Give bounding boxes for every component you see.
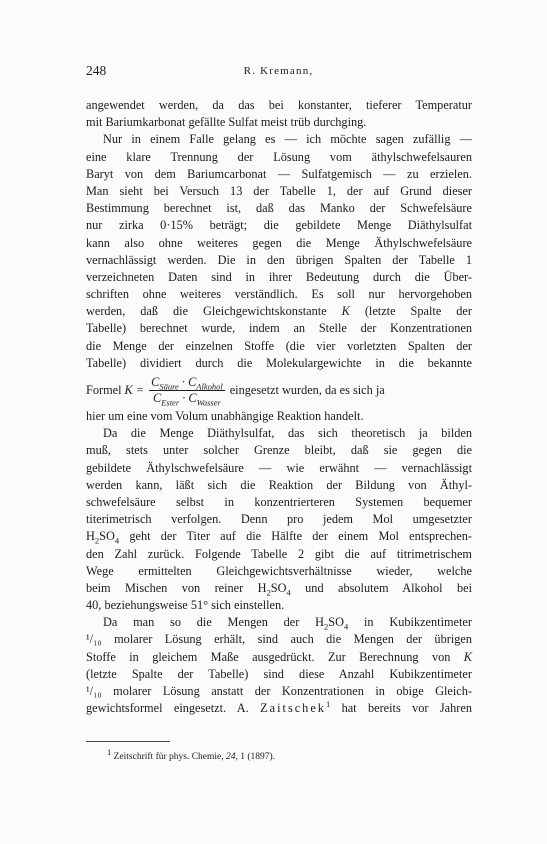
footnote: $^1$ Zeitschrift für phys. Chemie, 24, 1 (1897). (107, 747, 276, 763)
symbol-k: K (341, 304, 350, 319)
text-line: Wege ermittelten Gleichgewichtsverhältnisse wieder, welche (86, 563, 472, 578)
text-line: Man sieht bei Versuch 13 der Tabelle 1, der auf Grund dieser (86, 183, 472, 198)
page-header (86, 63, 471, 81)
text-line: vernachlässigt werden. Die in den übrigen Spalten der Tabelle 1 (86, 252, 472, 267)
text-line: werden kann, läßt sich die Reaktion der Bildung von Äthyl- (86, 477, 472, 492)
text-line: eine klare Trennung der Lösung vom äthylschwefelsauren (86, 149, 472, 164)
text-line: Bestimmung berechnet ist, daß das Manko der Schwefelsäure (86, 201, 472, 216)
text-line: nur zirka 0·15% beträgt; die gebildete Menge Diäthylsulfat (86, 218, 472, 233)
text-line: 40, beziehungsweise 51° sich einstellen. (86, 598, 285, 613)
equilibrium-formula (149, 376, 225, 405)
text-line: beim Mischen von reiner $H_2SO_4$ und absolutem Alkohol bei (86, 580, 472, 598)
text-line: $H_2SO_4$ geht der Titer auf die Hälfte der einem Mol entsprechen- (86, 529, 472, 546)
text-line: schwefelsäure selbst in konzentrierteren Systemen bequemer (86, 494, 472, 509)
text-line: Da man so die Mengen der $H_2SO_4$ in Kubikzentimeter (103, 615, 472, 632)
text-line: die Menge der einzelnen Stoffe (die vier vorletzten Spalten der (86, 338, 472, 353)
running-head: R. Kremann, (243, 65, 314, 77)
text-line: schriften ohne weiteres verständlich. Es soll nur hervorgehoben (86, 287, 472, 302)
text-line: angewendet werden, da das bei konstanter, tieferer Temperatur (86, 98, 472, 112)
author-name: Zaitschek (260, 701, 326, 716)
text-line: muß, stets unter solcher Grenze bleibt, daß sie gegen die (86, 443, 472, 458)
text-line: mit Bariumkarbonat gefällte Sulfat meist trüb durchging. (86, 115, 367, 130)
text-line: Da die Menge Diäthylsulfat, das sich theoretisch ja bilden (103, 426, 472, 441)
text-line: Baryt von dem Bariumcarbonat — Sulfatgemisch — zu erzielen. (86, 166, 472, 181)
formula-numerator: $C_{Säure} \cdot C_{Alkohol}$ (151, 374, 223, 391)
text-line: kann also ohne weiteres gegen die Menge Äthylschwefelsäure (86, 235, 472, 250)
formula-line: Formel K = $\frac{C_{Säure} \cdot C_{Alkohol}}{C_{Ester} \cdot C_{Wasser}}$ eingesetzt wurden, da es sich ja (86, 372, 472, 408)
text-line: Nur in einem Falle gelang es — ich möchte sagen zufällig — (103, 132, 472, 147)
text-line: den Zahl zurück. Folgende Tabelle 2 gibt die auf titrimetrischem (86, 546, 472, 561)
text-line: (letzte Spalte der Tabelle) sind diese Anzahl Kubikzentimeter (86, 666, 472, 681)
text-line: gebildete Äthylschwefelsäure — wie erwähnt — vernachlässigt (86, 460, 472, 475)
text-line: verzeichneten Daten sind in ihrer Bedeutung durch die Über- (86, 269, 472, 284)
page-number: 248 (86, 63, 107, 78)
footnote-ref: 1 (325, 699, 331, 710)
text-line: titerimetrisch verfolgen. Denn pro jedem Mol umgesetzter (86, 512, 472, 527)
text-line: werden, daß die Gleichgewichtskonstante K (letzte Spalte der (86, 304, 472, 319)
text-line: ¹/₁₀ molarer Lösung anstatt der Konzentrationen in obige Gleich- (86, 684, 472, 698)
text-line: hier um eine vom Volum unabhängige Reaktion handelt. (86, 409, 364, 423)
text-line: gewichtsformel eingesetzt. A. Zaitschek$^1$ hat bereits vor Jahren (86, 699, 472, 716)
formula-denominator: $C_{Ester} \cdot C_{Wasser}$ (152, 390, 221, 407)
footnote-rule (86, 741, 170, 742)
text-line: Stoffe in gleichem Maße ausgedrückt. Zur Berechnung von K (86, 649, 472, 664)
formula-lhs: K = (124, 383, 145, 397)
text-line: Tabelle) berechnet wurde, indem an Stelle der Konzentrationen (86, 321, 472, 336)
text-line: Tabelle) dividiert durch die Molekulargewichte in die bekannte (86, 355, 472, 370)
body-text (86, 97, 472, 717)
text-line: ¹/₁₀ molarer Lösung erhält, sind auch die Mengen der übrigen (86, 632, 472, 647)
